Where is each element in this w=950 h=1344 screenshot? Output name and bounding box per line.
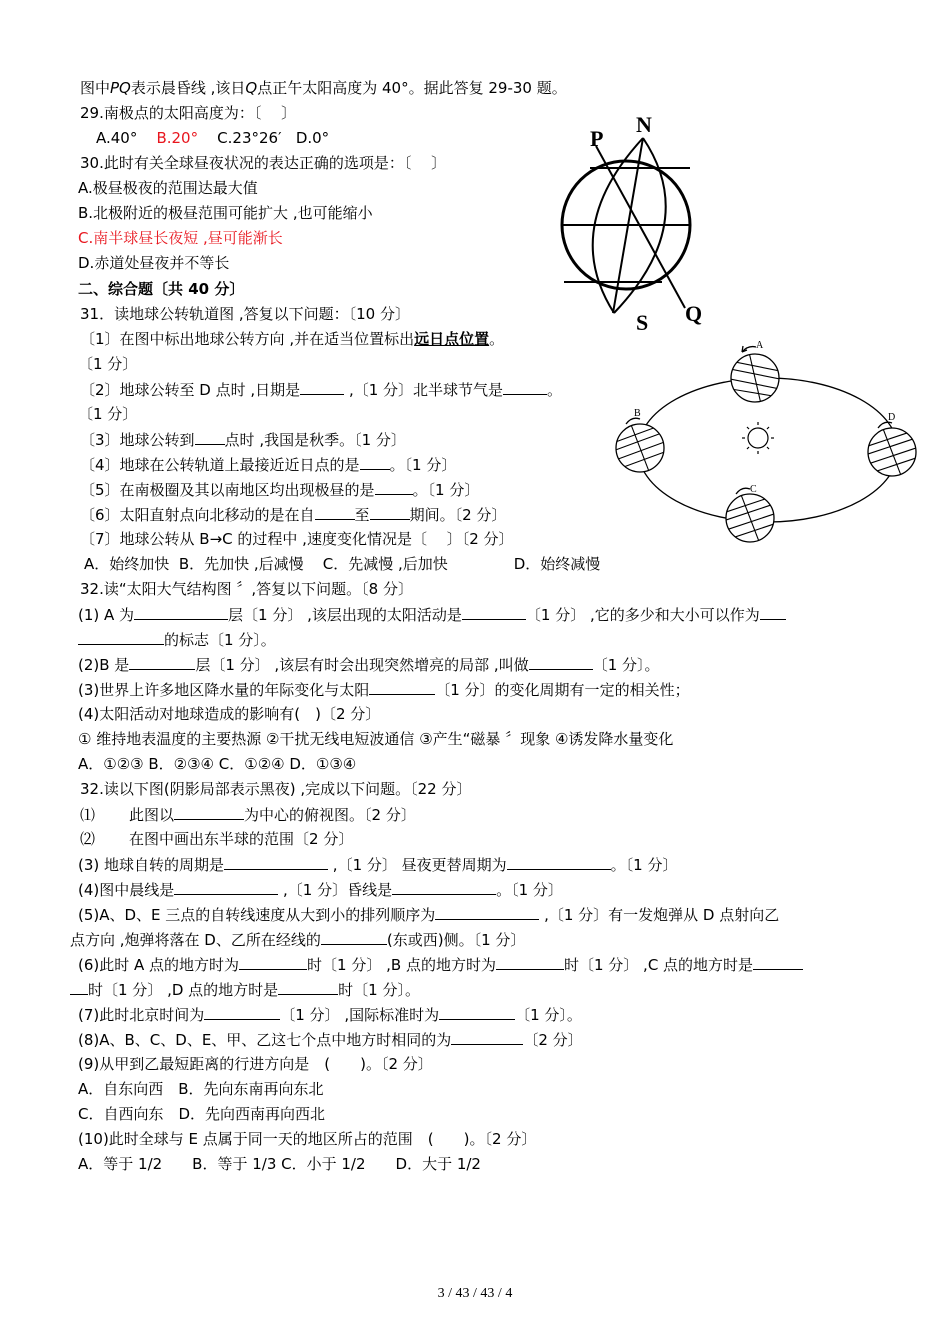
- q31-part6: 〔6〕太阳直射点向北移动的是在自 至 期间。〔2 分〕: [80, 506, 507, 524]
- q32a-part2: (2)B 是 层〔1 分〕 ,该层有时会出现突然增亮的局部 ,叫做 〔1 分〕。: [78, 656, 660, 674]
- q31-part2: 〔2〕地球公转至 D 点时 ,日期是 ,〔1 分〕北半球节气是 。: [80, 381, 563, 399]
- q31-part5: 〔5〕在南极圈及其以南地区均出现极昼的是 。〔1 分〕: [80, 481, 480, 499]
- label-q: Q: [685, 301, 703, 326]
- q31-part7: 〔7〕地球公转从 B→C 的过程中 ,速度变化情况是〔 〕〔2 分〕: [80, 530, 514, 548]
- q31-part3: 〔3〕地球公转到 点时 ,我国是秋季。〔1 分〕: [80, 431, 406, 449]
- sun-icon: [742, 422, 774, 454]
- q31-part7-options: A．始终加快 B．先加快 ,后减慢 C．先减慢 ,后加快 D．始终减慢: [84, 555, 601, 573]
- q30-stem: 30.此时有关全球昼夜状况的表达正确的选项是：〔 〕: [80, 154, 447, 172]
- q32b-part4: (4)图中晨线是 ,〔1 分〕昏线是 。〔1 分〕: [78, 881, 563, 899]
- q29-option-d: D.0°: [295, 129, 330, 147]
- q32b-part7: (7)此时北京时间为 〔1 分〕 ,国际标准时为 〔1 分〕。: [78, 1006, 582, 1024]
- q31-stem: 31．读地球公转轨道图 ,答复以下问题：〔10 分〕: [80, 305, 410, 323]
- earth-b: [610, 418, 670, 474]
- q32b-part5-cont: 点方向 ,炮弹将落在 D、乙所在经线的 (东或西)侧。〔1 分〕: [70, 931, 526, 949]
- q32b-part3: (3) 地球自转的周期是 ,〔1 分〕 昼夜更替周期为 。〔1 分〕: [78, 856, 678, 874]
- q32a-part4: (4)太阳活动对地球造成的影响有( )〔2 分〕: [78, 705, 381, 723]
- q31-part1: 〔1〕在图中标出地球公转方向 ,并在适当位置标出远日点位置。: [80, 330, 505, 348]
- q30-option-a: A.极昼极夜的范围达最大值: [78, 179, 258, 197]
- q32b-part9-options-1: A．自东向西 B．先向东南再向东北: [78, 1080, 324, 1098]
- q32a-part4-items: ① 维持地表温度的主要热源 ②干扰无线电短波通信 ③产生“磁暴 〞现象 ④诱发降水量变化: [78, 730, 674, 748]
- intro-line: 图中PQ表示晨昏线 ,该日Q点正午太阳高度为 40°。据此答复 29-30 题。: [80, 79, 567, 97]
- q32a-part3: (3)世界上许多地区降水量的年际变化与太阳 〔1 分〕的变化周期有一定的相关性；: [78, 681, 690, 699]
- q32a-part1: (1) A 为 层〔1 分〕 ,该层出现的太阳活动是 〔1 分〕 ,它的多少和大小可以作为: [78, 604, 786, 625]
- q32a-part4-options: A．①②③ B．②③④ C．①②④ D．①③④: [78, 755, 357, 773]
- q32b-part5: (5)A、D、E 三点的自转线速度从大到小的排列顺序为 ,〔1 分〕有一发炮弹从 D 点射向乙: [78, 906, 780, 924]
- q30-option-c: C.南半球昼长夜短 ,昼可能渐长: [78, 229, 283, 247]
- q32b-part9-options-2: C．自西向东 D．先向西南再向西北: [78, 1105, 326, 1123]
- q32b-part8: (8)A、B、C、D、E、甲、乙这七个点中地方时相同的为 〔2 分〕: [78, 1031, 583, 1049]
- terminator-pq-line: [596, 146, 685, 308]
- label-p: P: [590, 126, 604, 151]
- label-s: S: [636, 310, 649, 335]
- q32b-part6-cont: 时〔1 分〕 ,D 点的地方时是 时〔1 分〕。: [70, 979, 420, 1000]
- orbit-label-d: D: [888, 412, 896, 423]
- q32b-part10: (10)此时全球与 E 点属于同一天的地区所占的范围 ( )。〔2 分〕: [78, 1130, 537, 1148]
- orbit-path: [638, 378, 898, 522]
- earth-a: [725, 346, 785, 404]
- q31-part4: 〔4〕地球在公转轨道上最接近近日点的是 。〔1 分〕: [80, 456, 457, 474]
- q31-part1-score: 〔1 分〕: [78, 355, 138, 373]
- q32b-stem: 32.读以下图(阴影局部表示黑夜) ,完成以下问题。〔22 分〕: [80, 780, 472, 798]
- q32b-part6: (6)此时 A 点的地方时为 时〔1 分〕 ,B 点的地方时为 时〔1 分〕 ,C 点的地方时是: [78, 954, 803, 975]
- orbit-label-b: B: [634, 408, 641, 419]
- q32a-stem: 32.读“太阳大气结构图 〞,答复以下问题。〔8 分〕: [80, 580, 413, 598]
- q30-option-d: D.赤道处昼夜并不等长: [78, 254, 230, 272]
- q30-option-b: B.北极附近的极昼范围可能扩大 ,也可能缩小: [78, 204, 373, 222]
- page-footer: 3 / 43 / 43 / 4: [437, 1286, 513, 1301]
- q32b-part9: (9)从甲到乙最短距离的行进方向是 ( )。〔2 分〕: [78, 1055, 433, 1073]
- terminator-globe-figure: [540, 108, 720, 338]
- q31-part2-score: 〔1 分〕: [78, 405, 138, 423]
- q32b-part1: ⑴ 此图以 为中心的俯视图。〔2 分〕: [80, 806, 416, 824]
- q32b-part2: ⑵ 在图中画出东半球的范围〔2 分〕: [80, 830, 354, 848]
- orbit-figure: [600, 332, 930, 552]
- q29-option-c: C.23°26′: [217, 129, 282, 147]
- orbit-label-c: C: [750, 484, 757, 495]
- q32a-part1-cont: 的标志〔1 分〕。: [78, 629, 276, 650]
- q29-stem: 29.南极点的太阳高度为：〔 〕: [80, 104, 297, 122]
- q29-option-a: A.40°: [96, 129, 138, 147]
- label-n: N: [636, 112, 652, 137]
- section-title: 二、综合题〔共 40 分〕: [78, 280, 245, 298]
- earth-d: [862, 422, 922, 478]
- q32b-part10-options: A．等于 1/2 B．等于 1/3 C．小于 1/2 D．大于 1/2: [78, 1155, 481, 1173]
- earth-c: [720, 488, 780, 544]
- orbit-label-a: A: [756, 340, 764, 351]
- q29-option-b: B.20°: [156, 129, 199, 147]
- q29-options: [96, 128, 329, 148]
